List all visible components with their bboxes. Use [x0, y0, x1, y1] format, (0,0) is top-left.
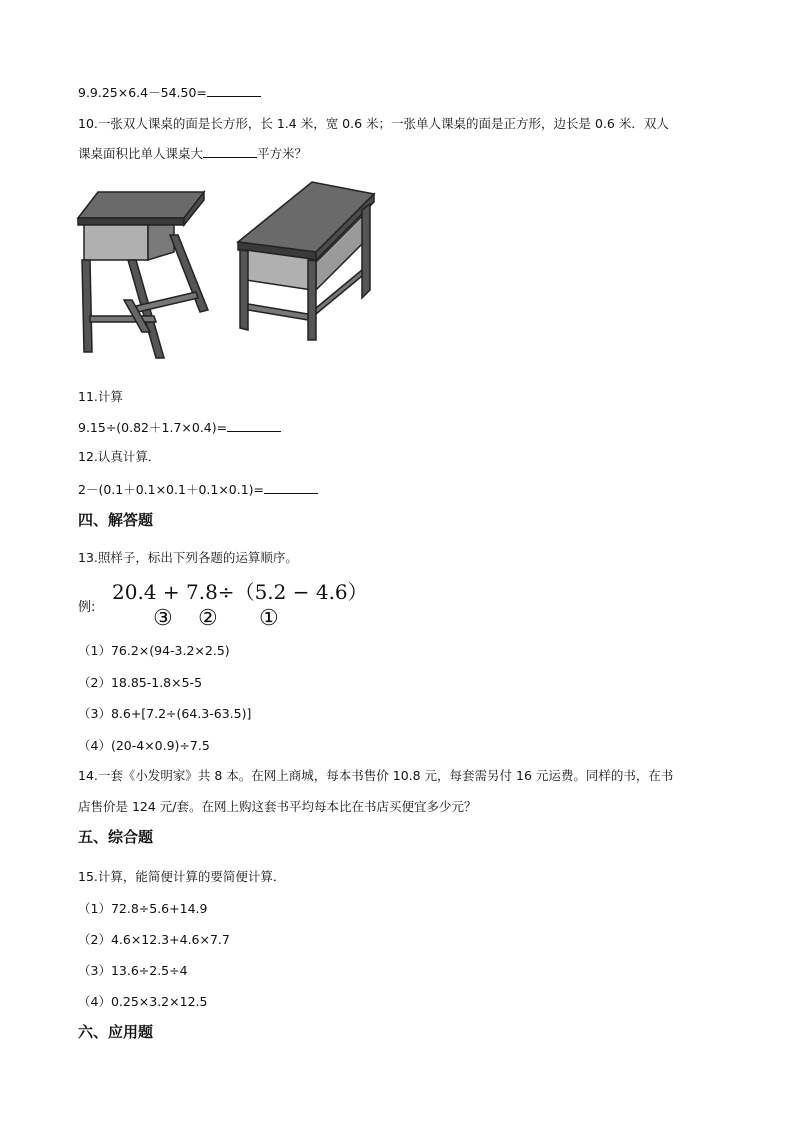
section-4-heading: 四、解答题: [78, 511, 154, 529]
question-14-line1: 14.一套《小发明家》共 8 本。在网上商城，每本书售价 10.8 元，每套需另付 16 元运费。同样的书，在书: [78, 768, 674, 783]
question-13-title: 13.照样子，标出下列各题的运算顺序。: [78, 550, 298, 565]
answer-blank[interactable]: [227, 419, 281, 432]
section-5-heading: 五、综合题: [78, 828, 154, 846]
question-15-item-4: （4）0.25×3.2×12.5: [78, 994, 208, 1009]
question-13-item-1: （1）76.2×(94-3.2×2.5): [78, 643, 230, 658]
question-13-item-2: （2）18.85-1.8×5-5: [78, 675, 203, 690]
question-11-title: 11.计算: [78, 389, 123, 404]
question-10-text-b: 平方米？: [257, 146, 308, 161]
question-11: [78, 419, 281, 437]
single-desk-illustration: [76, 180, 214, 360]
order-mark-2: ②: [198, 606, 218, 631]
question-9: [78, 84, 261, 102]
question-13-item-3: （3）8.6+[7.2÷(64.3-63.5)]: [78, 706, 252, 721]
question-15-item-1: （1）72.8÷5.6+14.9: [78, 901, 208, 916]
answer-blank[interactable]: [264, 481, 318, 494]
answer-blank[interactable]: [207, 84, 261, 97]
question-12: [78, 481, 318, 499]
double-desk-illustration: [236, 180, 378, 345]
question-12-expr: 2－(0.1＋0.1×0.1＋0.1×0.1)=: [78, 482, 265, 497]
question-11-expr: 9.15÷(0.82＋1.7×0.4)=: [78, 420, 228, 435]
question-15-item-3: （3）13.6÷2.5÷4: [78, 963, 188, 978]
section-6-heading: 六、应用题: [78, 1023, 154, 1041]
question-10-line2: [78, 145, 307, 163]
order-mark-3: ③: [153, 606, 173, 631]
example-expression: 20.4 + 7.8÷（5.2 − 4.6）: [112, 580, 368, 604]
question-14-line2: 店售价是 124 元/套。在网上购这套书平均每本比在书店买便宜多少元？: [78, 799, 477, 814]
question-15-item-2: （2）4.6×12.3+4.6×7.7: [78, 932, 230, 947]
question-10-line1: 10.一张双人课桌的面是长方形，长 1.4 米，宽 0.6 米；一张单人课桌的面是正方形，边长是 0.6 米．双人: [78, 116, 669, 131]
order-mark-1: ①: [259, 606, 279, 631]
question-10-text-a: 课桌面积比单人课桌大: [78, 146, 204, 161]
question-9-text: 9.9.25×6.4－54.50=: [78, 85, 207, 100]
question-12-title: 12.认真计算．: [78, 449, 161, 464]
question-13-item-4: （4）(20-4×0.9)÷7.5: [78, 738, 210, 753]
question-15-title: 15.计算，能简便计算的要简便计算．: [78, 869, 286, 884]
answer-blank[interactable]: [203, 145, 257, 158]
example-label: 例:: [78, 600, 96, 615]
